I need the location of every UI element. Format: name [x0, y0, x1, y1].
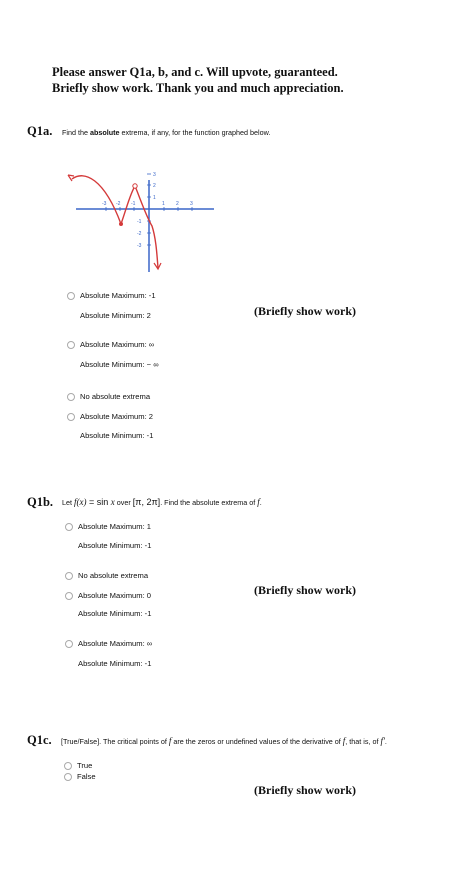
q1b-option-4-radio[interactable]: [65, 640, 73, 648]
x-tick-label: -3: [102, 201, 107, 207]
q1b-option-4-line1: Absolute Maximum: ∞: [78, 639, 153, 648]
q1b-work-note: (Briefly show work): [254, 583, 356, 597]
q1c-text-2: are the zeros or undefined values of the derivative of: [171, 737, 343, 746]
header-line-2: Briefly show work. Thank you and much appreciation.: [52, 81, 344, 95]
q1b-func-lhs: f(x): [74, 497, 87, 507]
y-tick-label: 1: [153, 195, 156, 201]
q1c-question: [61, 736, 387, 746]
header-line-1: Please answer Q1a, b, and c. Will upvote, guaranteed.: [52, 65, 338, 79]
y-tick-label: -1: [137, 219, 142, 225]
q1b-func-var: x: [110, 497, 115, 507]
q1b-option-3-radio[interactable]: [65, 592, 73, 600]
q1a-option-1-line2: Absolute Minimum: 2: [80, 311, 151, 320]
q1a-text-pre: Find the: [62, 128, 90, 137]
q1b-text-f: f: [257, 497, 260, 507]
y-tick-label: -2: [137, 231, 142, 237]
open-point: [133, 184, 137, 188]
q1b-option-4-line2: Absolute Minimum: -1: [78, 659, 152, 668]
q1b-question: [62, 497, 262, 507]
y-tick-label: -3: [137, 243, 142, 249]
q1b-option-3-line1: Absolute Maximum: 0: [78, 591, 152, 600]
y-tick-label: 2: [153, 183, 156, 189]
page-header: [52, 64, 344, 96]
q1b-option-3-line2: Absolute Minimum: -1: [78, 609, 152, 618]
q1a-work-note: (Briefly show work): [254, 304, 356, 318]
q1b-text-over: over: [114, 498, 133, 507]
q1c-label: Q1c.: [27, 733, 52, 747]
q1a-option-4-radio[interactable]: [67, 413, 75, 421]
q1b-option-1-radio[interactable]: [65, 523, 73, 531]
q1a-option-4-line1: Absolute Maximum: 2: [80, 412, 154, 421]
x-tick-label: -2: [116, 201, 121, 207]
q1a-option-4-line2: Absolute Minimum: -1: [80, 431, 154, 440]
q1a-option-2-line2: Absolute Minimum: − ∞: [80, 360, 159, 369]
q1b-option-1-line2: Absolute Minimum: -1: [78, 541, 152, 550]
q1b-interval: [π, 2π]: [132, 497, 161, 507]
q1b-option-1-line1: Absolute Maximum: 1: [78, 522, 152, 531]
q1a-option-2-line1: Absolute Maximum: ∞: [80, 340, 155, 349]
y-tick-label: 3: [153, 172, 156, 178]
q1c-false-label: False: [77, 772, 96, 781]
q1b-text-end: .: [259, 498, 262, 507]
q1b-option-2-line1: No absolute extrema: [78, 571, 149, 580]
q1c-text-1: [True/False]. The critical points of: [61, 737, 169, 746]
q1c-true-radio[interactable]: [64, 762, 72, 770]
x-tick-label: 2: [176, 201, 179, 207]
q1c-fprime: f': [380, 736, 385, 746]
x-tick-label: 3: [190, 201, 193, 207]
closed-point: [119, 222, 123, 226]
q1c-work-note: (Briefly show work): [254, 783, 356, 797]
q1c-false-radio[interactable]: [64, 773, 72, 781]
q1a-option-1-radio[interactable]: [67, 292, 75, 300]
q1b-text-find: . Find the absolute extrema of: [160, 498, 258, 507]
q1a-text-bold: absolute: [89, 128, 120, 137]
q1a-option-1-line1: Absolute Maximum: -1: [80, 291, 156, 300]
q1c-f-2: f: [342, 736, 346, 746]
x-tick-label: -1: [131, 201, 136, 207]
curve-left-branch: [72, 176, 121, 224]
q1a-option-3-line1: No absolute extrema: [80, 392, 151, 401]
q1b-option-2-radio[interactable]: [65, 572, 73, 580]
q1a-option-3-radio[interactable]: [67, 393, 75, 401]
q1a-text-post: extrema, if any, for the function graphed below.: [119, 128, 271, 137]
q1c-f-1: f: [168, 736, 172, 746]
q1c-true-label: True: [77, 761, 93, 770]
q1a-label: Q1a.: [27, 124, 53, 138]
q1b-text-let: Let: [62, 498, 74, 507]
x-tick-label: 1: [162, 201, 165, 207]
q1a-question: [62, 128, 270, 137]
q1a-graph: [64, 160, 224, 275]
q1b-label: Q1b.: [27, 495, 54, 509]
q1a-option-2-radio[interactable]: [67, 341, 75, 349]
q1c-text-3: , that is, of: [345, 737, 381, 746]
q1b-func-eq: = sin: [86, 497, 111, 507]
q1c-text-4: .: [384, 737, 387, 746]
